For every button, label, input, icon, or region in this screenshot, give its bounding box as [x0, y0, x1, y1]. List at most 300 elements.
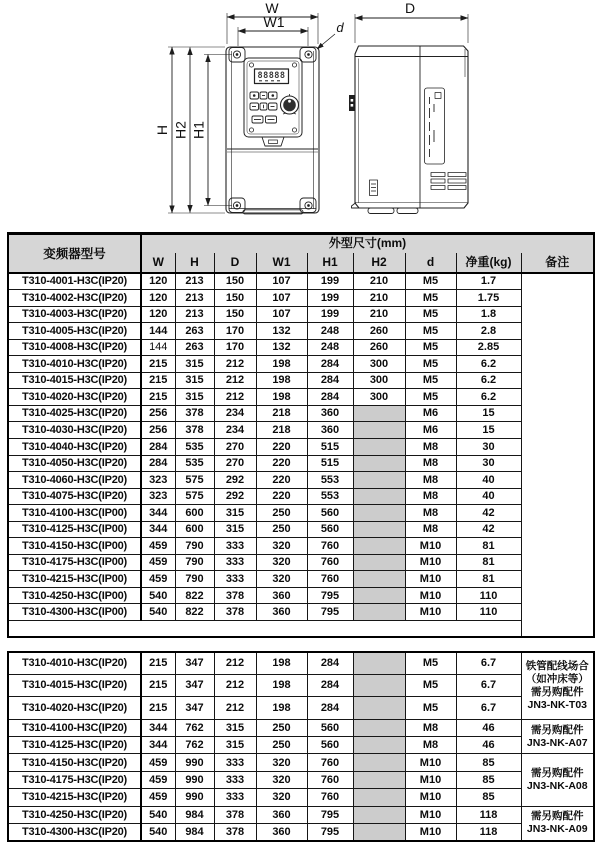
- model-cell: T310-4002-H3C(IP20): [8, 290, 141, 307]
- side-vent-slots: [431, 173, 466, 190]
- value-cell: 215: [141, 674, 175, 696]
- value-cell: 256: [141, 422, 175, 439]
- value-cell: 6.7: [456, 697, 521, 719]
- remark-cell: 需另购配件 JN3-NK-A07: [521, 719, 594, 754]
- model-cell: T310-4250-H3C(IP00): [8, 587, 141, 604]
- col-header-weight: 净重(kg): [456, 253, 521, 273]
- table-row: [8, 389, 594, 406]
- value-cell: 315: [175, 389, 214, 406]
- remark-cell: 需另购配件 JN3-NK-A09: [521, 806, 594, 841]
- table-row: [8, 771, 594, 788]
- dim-label-d-hole: d: [336, 20, 344, 35]
- value-cell: 795: [307, 806, 353, 823]
- value-cell: M6: [405, 405, 456, 422]
- value-cell: 212: [214, 674, 256, 696]
- table-row: [8, 505, 594, 522]
- value-cell: 210: [353, 273, 405, 290]
- table-row: [8, 737, 594, 754]
- value-cell: 6.7: [456, 674, 521, 696]
- value-cell: 218: [256, 405, 307, 422]
- value-cell: 42: [456, 505, 521, 522]
- value-cell: 795: [307, 824, 353, 841]
- value-cell: 790: [175, 571, 214, 588]
- value-cell: M5: [405, 697, 456, 719]
- value-cell: 320: [256, 554, 307, 571]
- value-cell: [353, 771, 405, 788]
- value-cell: 107: [256, 306, 307, 323]
- value-cell: 15: [456, 422, 521, 439]
- table-row: [8, 789, 594, 806]
- value-cell: 333: [214, 789, 256, 806]
- table-row: [8, 806, 594, 823]
- value-cell: [353, 719, 405, 736]
- value-cell: 300: [353, 356, 405, 373]
- value-cell: 150: [214, 273, 256, 290]
- value-cell: [353, 438, 405, 455]
- value-cell: 600: [175, 505, 214, 522]
- table-row: [8, 372, 594, 389]
- value-cell: 2.8: [456, 323, 521, 340]
- value-cell: M10: [405, 571, 456, 588]
- value-cell: 760: [307, 538, 353, 555]
- value-cell: 85: [456, 754, 521, 771]
- value-cell: M10: [405, 754, 456, 771]
- table-row: [8, 538, 594, 555]
- value-cell: 213: [175, 273, 214, 290]
- value-cell: 81: [456, 554, 521, 571]
- dim-label-w1: W1: [263, 14, 285, 30]
- value-cell: 144: [141, 323, 175, 340]
- side-feet: [352, 203, 419, 214]
- model-cell: T310-4020-H3C(IP20): [8, 697, 141, 719]
- value-cell: 515: [307, 455, 353, 472]
- table-row: [8, 719, 594, 736]
- value-cell: 553: [307, 472, 353, 489]
- value-cell: 250: [256, 521, 307, 538]
- value-cell: 320: [256, 754, 307, 771]
- model-cell: T310-4100-H3C(IP20): [8, 719, 141, 736]
- value-cell: 199: [307, 306, 353, 323]
- value-cell: 360: [256, 587, 307, 604]
- model-cell: T310-4015-H3C(IP20): [8, 372, 141, 389]
- value-cell: 600: [175, 521, 214, 538]
- value-cell: 292: [214, 472, 256, 489]
- value-cell: 822: [175, 604, 214, 621]
- value-cell: 323: [141, 488, 175, 505]
- value-cell: 344: [141, 737, 175, 754]
- value-cell: 212: [214, 697, 256, 719]
- value-cell: 315: [214, 521, 256, 538]
- value-cell: [353, 737, 405, 754]
- value-cell: 284: [141, 438, 175, 455]
- value-cell: 213: [175, 306, 214, 323]
- col-header-w: W: [141, 253, 175, 273]
- remark-cell-empty: [521, 273, 594, 637]
- table-row: [8, 604, 594, 621]
- col-header-model: 变频器型号: [8, 234, 141, 274]
- value-cell: [353, 754, 405, 771]
- value-cell: 85: [456, 771, 521, 788]
- value-cell: 6.2: [456, 389, 521, 406]
- value-cell: 284: [307, 389, 353, 406]
- value-cell: 198: [256, 389, 307, 406]
- value-cell: 218: [256, 422, 307, 439]
- dimension-drawing-area: [0, 0, 600, 232]
- spec-table-body-1: [8, 273, 594, 637]
- table-row: [8, 438, 594, 455]
- value-cell: 333: [214, 754, 256, 771]
- dim-label-d: D: [404, 0, 416, 16]
- value-cell: 459: [141, 554, 175, 571]
- value-cell: 198: [256, 356, 307, 373]
- keypad-buttons: [250, 92, 277, 123]
- value-cell: 263: [175, 323, 214, 340]
- value-cell: 560: [307, 719, 353, 736]
- value-cell: 81: [456, 571, 521, 588]
- value-cell: 347: [175, 697, 214, 719]
- value-cell: 320: [256, 571, 307, 588]
- table-header: [8, 234, 594, 274]
- table-row: [8, 405, 594, 422]
- value-cell: 315: [175, 356, 214, 373]
- model-cell: T310-4003-H3C(IP20): [8, 306, 141, 323]
- value-cell: 248: [307, 339, 353, 356]
- table-row: [8, 697, 594, 719]
- remark-cell: 需另购配件 JN3-NK-A08: [521, 754, 594, 806]
- model-cell: T310-4010-H3C(IP20): [8, 356, 141, 373]
- potentiometer-knob: [281, 94, 299, 114]
- front-view: [226, 47, 319, 214]
- col-header-d: D: [214, 253, 256, 273]
- value-cell: 378: [214, 806, 256, 823]
- front-view-dimensions: [154, 0, 344, 213]
- value-cell: M5: [405, 290, 456, 307]
- value-cell: 107: [256, 273, 307, 290]
- side-mounting-tab: [349, 95, 355, 111]
- spec-table-accessories: [7, 651, 595, 842]
- col-header-remark: 备注: [521, 253, 594, 273]
- value-cell: 333: [214, 538, 256, 555]
- value-cell: 107: [256, 290, 307, 307]
- value-cell: 333: [214, 771, 256, 788]
- side-view-dimensions: [355, 0, 468, 43]
- value-cell: M8: [405, 505, 456, 522]
- spec-table-main: [7, 232, 595, 638]
- value-cell: 795: [307, 604, 353, 621]
- value-cell: M10: [405, 806, 456, 823]
- value-cell: M10: [405, 604, 456, 621]
- model-cell: T310-4150-H3C(IP20): [8, 754, 141, 771]
- value-cell: [353, 505, 405, 522]
- table-row: [8, 571, 594, 588]
- value-cell: 250: [256, 737, 307, 754]
- side-bottom-clip: [370, 180, 378, 196]
- value-cell: 85: [456, 789, 521, 806]
- value-cell: 198: [256, 697, 307, 719]
- value-cell: 315: [214, 505, 256, 522]
- model-cell: T310-4005-H3C(IP20): [8, 323, 141, 340]
- section-gap: [0, 638, 600, 651]
- value-cell: 42: [456, 521, 521, 538]
- value-cell: 360: [256, 824, 307, 841]
- value-cell: 760: [307, 554, 353, 571]
- value-cell: [353, 538, 405, 555]
- panel-screw-tr: [292, 63, 296, 67]
- table-row: [8, 754, 594, 771]
- value-cell: 822: [175, 587, 214, 604]
- table-row: [8, 488, 594, 505]
- value-cell: 553: [307, 488, 353, 505]
- value-cell: 459: [141, 771, 175, 788]
- value-cell: 198: [256, 652, 307, 674]
- keypad-panel: [244, 58, 302, 146]
- value-cell: 284: [307, 372, 353, 389]
- value-cell: 459: [141, 754, 175, 771]
- value-cell: 144: [141, 339, 175, 356]
- value-cell: 378: [175, 422, 214, 439]
- value-cell: M8: [405, 455, 456, 472]
- dim-label-h2: H2: [172, 121, 189, 139]
- spec-table-body-2: [8, 652, 594, 841]
- value-cell: 220: [256, 455, 307, 472]
- table-row: [8, 273, 594, 290]
- value-cell: 347: [175, 674, 214, 696]
- value-cell: 284: [307, 697, 353, 719]
- value-cell: 320: [256, 538, 307, 555]
- value-cell: 250: [256, 719, 307, 736]
- value-cell: 212: [214, 372, 256, 389]
- panel-screw-br: [292, 128, 296, 132]
- value-cell: 263: [175, 339, 214, 356]
- value-cell: 118: [456, 824, 521, 841]
- value-cell: M8: [405, 521, 456, 538]
- value-cell: 215: [141, 372, 175, 389]
- value-cell: 333: [214, 571, 256, 588]
- value-cell: 260: [353, 323, 405, 340]
- value-cell: [353, 455, 405, 472]
- value-cell: M5: [405, 306, 456, 323]
- value-cell: M8: [405, 472, 456, 489]
- value-cell: 234: [214, 405, 256, 422]
- value-cell: 120: [141, 290, 175, 307]
- table-row: [8, 554, 594, 571]
- model-cell: T310-4215-H3C(IP20): [8, 789, 141, 806]
- value-cell: [353, 789, 405, 806]
- value-cell: 760: [307, 754, 353, 771]
- value-cell: 212: [214, 652, 256, 674]
- value-cell: M5: [405, 323, 456, 340]
- value-cell: 760: [307, 571, 353, 588]
- value-cell: M10: [405, 789, 456, 806]
- panel-screw-bl: [249, 128, 253, 132]
- table-row: [8, 323, 594, 340]
- value-cell: 256: [141, 405, 175, 422]
- value-cell: 984: [175, 806, 214, 823]
- value-cell: 760: [307, 771, 353, 788]
- model-cell: T310-4040-H3C(IP20): [8, 438, 141, 455]
- value-cell: 284: [307, 356, 353, 373]
- value-cell: 234: [214, 422, 256, 439]
- table-row: [8, 674, 594, 696]
- value-cell: M10: [405, 587, 456, 604]
- value-cell: [353, 697, 405, 719]
- value-cell: 990: [175, 771, 214, 788]
- value-cell: 284: [307, 652, 353, 674]
- value-cell: 40: [456, 488, 521, 505]
- value-cell: 213: [175, 290, 214, 307]
- value-cell: M8: [405, 737, 456, 754]
- header-group-row: [8, 234, 594, 254]
- value-cell: 378: [214, 824, 256, 841]
- value-cell: 132: [256, 339, 307, 356]
- value-cell: 378: [214, 587, 256, 604]
- value-cell: 170: [214, 339, 256, 356]
- value-cell: 535: [175, 455, 214, 472]
- value-cell: 220: [256, 438, 307, 455]
- value-cell: 199: [307, 273, 353, 290]
- value-cell: 250: [256, 505, 307, 522]
- value-cell: M5: [405, 356, 456, 373]
- value-cell: [353, 824, 405, 841]
- table-row: [8, 290, 594, 307]
- model-cell: T310-4300-H3C(IP20): [8, 824, 141, 841]
- value-cell: [353, 604, 405, 621]
- model-cell: T310-4050-H3C(IP20): [8, 455, 141, 472]
- value-cell: 344: [141, 521, 175, 538]
- value-cell: 360: [256, 604, 307, 621]
- col-header-h1: H1: [307, 253, 353, 273]
- col-header-screw: d: [405, 253, 456, 273]
- value-cell: 540: [141, 587, 175, 604]
- value-cell: 210: [353, 290, 405, 307]
- model-cell: T310-4175-H3C(IP00): [8, 554, 141, 571]
- value-cell: M10: [405, 554, 456, 571]
- value-cell: M5: [405, 674, 456, 696]
- value-cell: [353, 488, 405, 505]
- table-row: [8, 472, 594, 489]
- value-cell: 1.8: [456, 306, 521, 323]
- value-cell: 378: [175, 405, 214, 422]
- value-cell: 990: [175, 789, 214, 806]
- value-cell: 292: [214, 488, 256, 505]
- value-cell: 459: [141, 538, 175, 555]
- model-cell: T310-4150-H3C(IP00): [8, 538, 141, 555]
- model-cell: T310-4250-H3C(IP20): [8, 806, 141, 823]
- table-row: [8, 306, 594, 323]
- value-cell: 515: [307, 438, 353, 455]
- value-cell: 560: [307, 737, 353, 754]
- model-cell: T310-4001-H3C(IP20): [8, 273, 141, 290]
- value-cell: 360: [307, 422, 353, 439]
- value-cell: 198: [256, 372, 307, 389]
- value-cell: 46: [456, 737, 521, 754]
- value-cell: 315: [175, 372, 214, 389]
- dim-label-h1: H1: [190, 121, 207, 139]
- table-row: [8, 824, 594, 841]
- table-row: [8, 339, 594, 356]
- panel-connector: [262, 137, 284, 146]
- side-view: [349, 46, 468, 214]
- col-header-w1: W1: [256, 253, 307, 273]
- value-cell: 6.2: [456, 372, 521, 389]
- value-cell: 199: [307, 290, 353, 307]
- value-cell: 459: [141, 789, 175, 806]
- dim-label-w: W: [265, 0, 279, 16]
- col-header-h: H: [175, 253, 214, 273]
- value-cell: [353, 422, 405, 439]
- value-cell: [353, 587, 405, 604]
- value-cell: 6.7: [456, 652, 521, 674]
- model-cell: T310-4060-H3C(IP20): [8, 472, 141, 489]
- value-cell: 323: [141, 472, 175, 489]
- value-cell: 248: [307, 323, 353, 340]
- value-cell: 215: [141, 652, 175, 674]
- value-cell: M5: [405, 339, 456, 356]
- table-row: [8, 521, 594, 538]
- value-cell: 760: [307, 789, 353, 806]
- value-cell: 81: [456, 538, 521, 555]
- value-cell: 560: [307, 521, 353, 538]
- value-cell: 790: [175, 538, 214, 555]
- value-cell: [353, 674, 405, 696]
- panel-screw-tl: [249, 63, 253, 67]
- value-cell: 198: [256, 674, 307, 696]
- value-cell: 215: [141, 356, 175, 373]
- model-cell: T310-4010-H3C(IP20): [8, 652, 141, 674]
- value-cell: M8: [405, 719, 456, 736]
- value-cell: 540: [141, 824, 175, 841]
- model-cell: T310-4025-H3C(IP20): [8, 405, 141, 422]
- value-cell: 320: [256, 789, 307, 806]
- table-row: [8, 422, 594, 439]
- remark-cell: 铁管配线场合 （如冲床等） 需另购配件 JN3-NK-T03: [521, 652, 594, 719]
- value-cell: 360: [256, 806, 307, 823]
- value-cell: 110: [456, 604, 521, 621]
- value-cell: 120: [141, 273, 175, 290]
- value-cell: 150: [214, 306, 256, 323]
- value-cell: 795: [307, 587, 353, 604]
- model-cell: T310-4020-H3C(IP20): [8, 389, 141, 406]
- value-cell: M10: [405, 824, 456, 841]
- model-cell: T310-4175-H3C(IP20): [8, 771, 141, 788]
- value-cell: 2.85: [456, 339, 521, 356]
- value-cell: 320: [256, 771, 307, 788]
- value-cell: 540: [141, 806, 175, 823]
- value-cell: 30: [456, 438, 521, 455]
- value-cell: 110: [456, 587, 521, 604]
- value-cell: 215: [141, 389, 175, 406]
- value-cell: M5: [405, 372, 456, 389]
- value-cell: 575: [175, 488, 214, 505]
- value-cell: M8: [405, 488, 456, 505]
- value-cell: 333: [214, 554, 256, 571]
- value-cell: [353, 571, 405, 588]
- value-cell: 150: [214, 290, 256, 307]
- model-cell: T310-4015-H3C(IP20): [8, 674, 141, 696]
- value-cell: 220: [256, 488, 307, 505]
- value-cell: [353, 806, 405, 823]
- value-cell: [353, 472, 405, 489]
- value-cell: 575: [175, 472, 214, 489]
- value-cell: 170: [214, 323, 256, 340]
- display-digits: 88888: [257, 71, 286, 81]
- value-cell: 344: [141, 505, 175, 522]
- value-cell: M5: [405, 273, 456, 290]
- value-cell: 315: [214, 737, 256, 754]
- value-cell: M10: [405, 538, 456, 555]
- value-cell: 118: [456, 806, 521, 823]
- value-cell: 762: [175, 737, 214, 754]
